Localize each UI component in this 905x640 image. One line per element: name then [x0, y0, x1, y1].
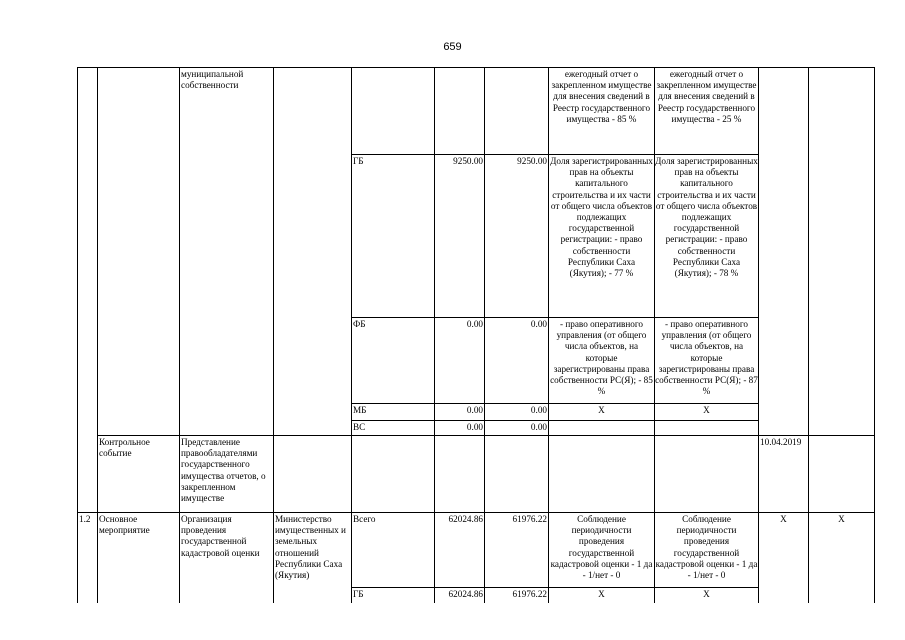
page-number: 659: [443, 41, 462, 53]
plan-amount: 0.00: [466, 319, 483, 329]
source-label: ВС: [353, 422, 366, 432]
source-label: МБ: [353, 405, 367, 415]
indicator-plan-cell: Х: [598, 589, 605, 599]
plan-amount: 9250.00: [453, 156, 483, 166]
event-name-cell: Представление правообладателями государственного имущества отчетов, о закрепленном имуществе: [181, 437, 266, 504]
fact-amount: 61976.22: [512, 589, 547, 599]
plan-amount: 0.00: [466, 422, 483, 432]
event-type-cell: Контрольное событие: [99, 437, 150, 459]
indicator-plan-cell: - право оперативного управления (от общего числа объектов, на которые зарегистрированы права собственности РС(Я); - 85 %: [550, 319, 653, 397]
fact-amount: 0.00: [530, 422, 547, 432]
grid-line: [351, 420, 758, 421]
grid-line: [179, 67, 180, 603]
grid-line: [351, 154, 758, 155]
grid-line: [874, 67, 875, 603]
indicator-fact-cell: Доля зарегистрированных прав на объекты капитального строительства и их части от общего числа объектов подлежащих государственной регистрации: - право собственности Республики Саха (Якутия); - 78 %: [655, 156, 758, 279]
grid-line: [77, 512, 875, 513]
grid-line: [77, 67, 78, 603]
source-label: ГБ: [353, 589, 364, 599]
source-label: ФБ: [353, 319, 366, 329]
indicator-fact-cell: Х: [703, 589, 710, 599]
indicator-fact-cell: ежегодный отчет о закрепленном имуществе для внесения сведений в Реестр государственного имущества - 25 %: [656, 69, 757, 124]
grid-line: [351, 317, 758, 318]
plan-amount: 62024.86: [448, 589, 483, 599]
indicator-fact-cell: Соблюдение периодичности проведения государственной кадастровой оценки - 1 да - 1/нет - 0: [655, 514, 758, 581]
indicator-plan-cell: ежегодный отчет о закрепленном имуществе для внесения сведений в Реестр государственного имущества - 85 %: [551, 69, 652, 124]
indicator-plan-cell: Доля зарегистрированных прав на объекты капитального строительства и их части от общего числа объектов подлежащих государственной регистрации: - право собственности Республики Саха (Якутия); - 77 %: [550, 156, 653, 279]
mark-cell: Х: [780, 514, 787, 524]
fact-amount: 0.00: [530, 405, 547, 415]
plan-amount: 0.00: [466, 405, 483, 415]
grid-line: [273, 67, 274, 603]
indicator-plan-cell: Соблюдение периодичности проведения государственной кадастровой оценки - 1 да - 1/нет - 0: [550, 514, 653, 581]
fact-amount: 0.00: [530, 319, 547, 329]
grid-line: [351, 587, 758, 588]
measure-name-cell: Организация проведения государственной кадастровой оценки: [181, 514, 260, 558]
event-date-cell: 10.04.2019: [760, 437, 802, 447]
grid-line: [351, 403, 758, 404]
mark-cell: Х: [838, 514, 845, 524]
plan-amount: 62024.86: [448, 514, 483, 524]
source-label: ГБ: [353, 156, 364, 166]
row-number-cell: 1.2: [79, 514, 91, 524]
grid-line: [97, 435, 875, 436]
fact-amount: 61976.22: [512, 514, 547, 524]
executor-cell: Министерство имущественных и земельных отношений Республики Саха (Якутия): [275, 514, 346, 581]
grid-line: [351, 67, 352, 603]
indicator-plan-cell: Х: [598, 405, 605, 415]
grid-line: [97, 67, 98, 603]
measure-name-cell: муниципальной собственности: [181, 69, 244, 91]
indicator-fact-cell: Х: [703, 405, 710, 415]
grid-line: [77, 67, 875, 68]
measure-type-cell: Основное мероприятие: [99, 514, 150, 536]
fact-amount: 9250.00: [517, 156, 547, 166]
source-label: Всего: [353, 514, 376, 524]
indicator-fact-cell: - право оперативного управления (от общего числа объектов, на которые зарегистрированы права собственности РС(Я); - 87 %: [655, 319, 758, 397]
